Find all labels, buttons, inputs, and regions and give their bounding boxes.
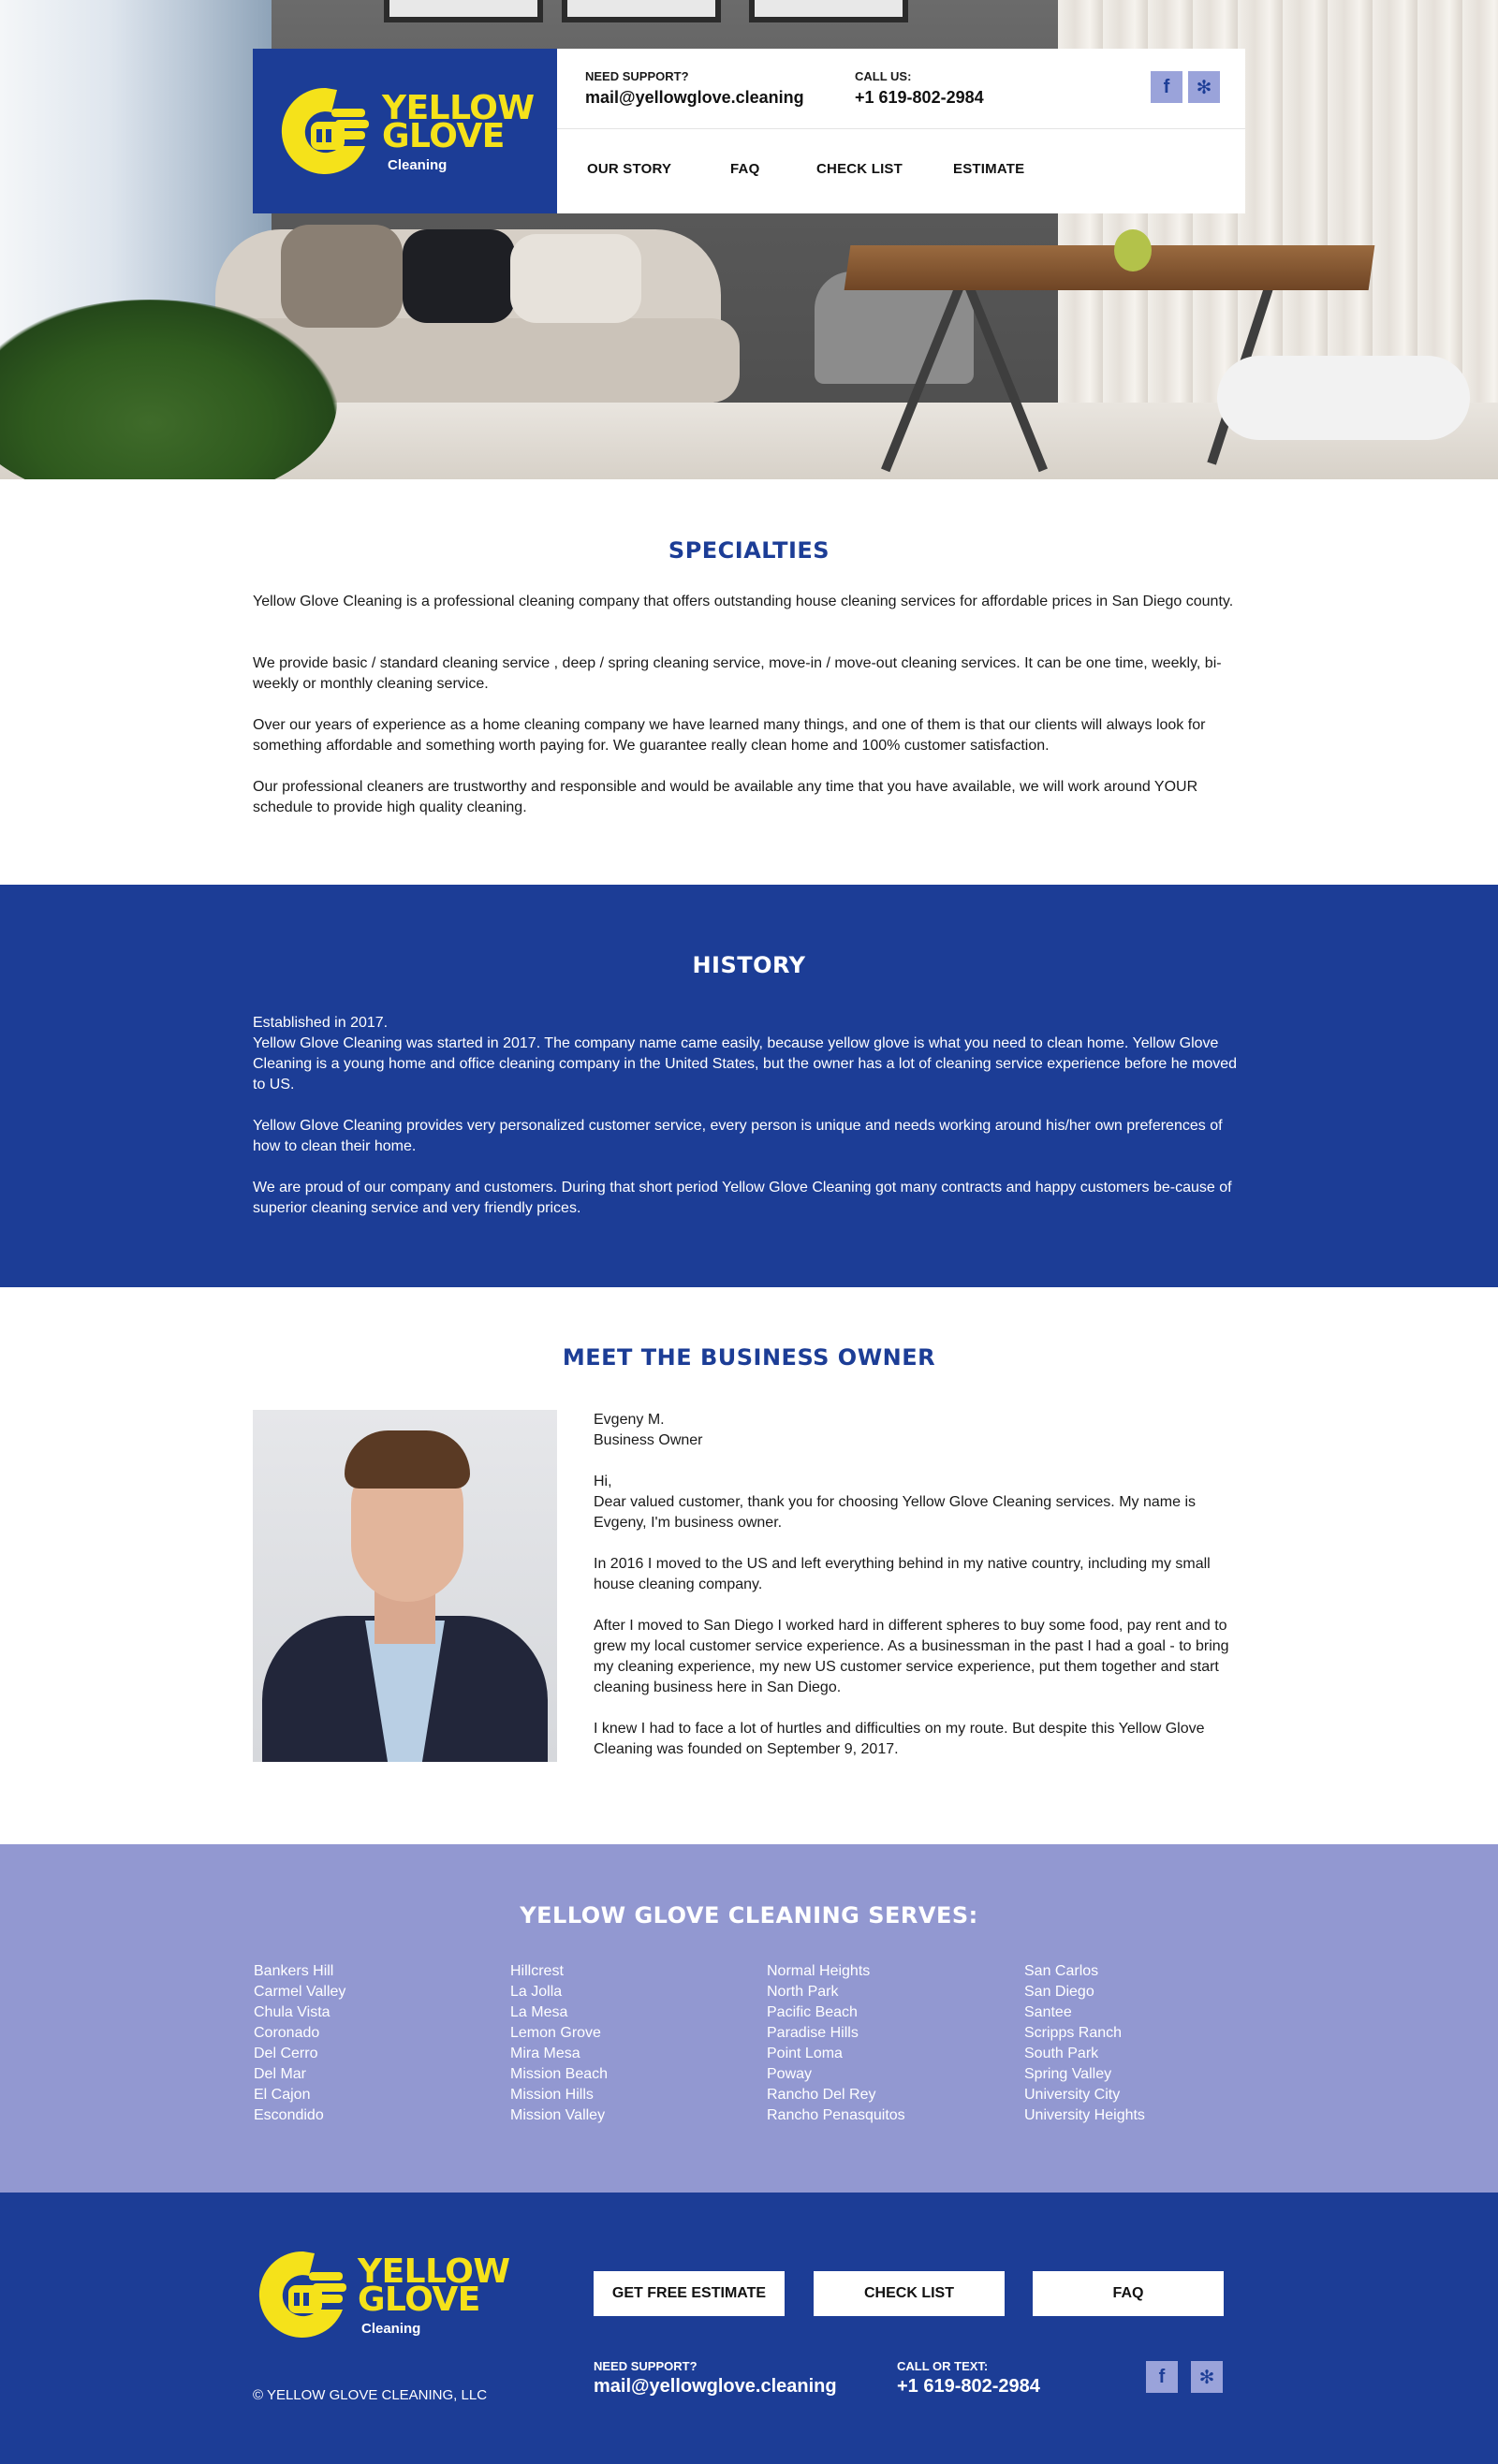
support-email-link[interactable]: mail@yellowglove.cleaning <box>585 88 804 107</box>
service-area-item: Rancho Del Rey <box>767 2087 876 2103</box>
service-area-item: Spring Valley <box>1024 2066 1112 2082</box>
owner-greeting: Hi, <box>594 1474 612 1489</box>
faq-button[interactable]: FAQ <box>1033 2271 1224 2316</box>
footer-call-label: CALL OR TEXT: <box>897 2359 989 2373</box>
service-area-item: Bankers Hill <box>254 1963 334 1979</box>
hero-pillow <box>403 229 515 323</box>
copyright-text: © YELLOW GLOVE CLEANING, LLC <box>253 2387 488 2403</box>
service-area-item: La Mesa <box>510 2004 568 2020</box>
footer-call-number-link[interactable]: +1 619-802-2984 <box>897 2376 1040 2397</box>
yelp-icon[interactable]: ✻ <box>1191 2361 1223 2393</box>
owner-role: Business Owner <box>594 1432 703 1448</box>
logo-tagline: Cleaning <box>361 2321 421 2337</box>
specialties-paragraph: Our professional cleaners are trustworthy and responsible and would be available any time that you have available, we will work around YOUR schedule to provide high quality cleaning. <box>253 779 1198 815</box>
service-area-title: YELLOW GLOVE CLEANING SERVES: <box>520 1902 978 1929</box>
service-area-item: Mira Mesa <box>510 2046 580 2061</box>
owner-name: Evgeny M. <box>594 1412 665 1428</box>
hero-picture-frame <box>384 0 543 22</box>
service-area-item: Mission Valley <box>510 2107 606 2123</box>
header-divider <box>557 128 1245 129</box>
service-area-item: Del Cerro <box>254 2046 318 2061</box>
service-area-item: Coronado <box>254 2025 320 2041</box>
history-paragraph: Yellow Glove Cleaning was started in 2017. The company name came easily, because yellow glove is what you need to clean home. Yellow Glove Cleaning is a young home and office cleaning company in the United States, but the owner has a lot of cleaning service experience before he moved to US. <box>253 1035 1238 1093</box>
service-area-item: Paradise Hills <box>767 2025 859 2041</box>
facebook-icon[interactable]: f <box>1151 71 1182 103</box>
service-area-column <box>510 1961 754 2126</box>
history-paragraph: Yellow Glove Cleaning provides very personalized customer service, every person is unique and needs working around his/her own preferences of how to clean their home. <box>253 1118 1223 1154</box>
call-number-link[interactable]: +1 619-802-2984 <box>855 88 984 107</box>
service-area-column <box>254 1961 497 2126</box>
service-area-item: Escondido <box>254 2107 324 2123</box>
logo-wordmark-line2: GLOVE <box>358 2281 480 2319</box>
service-area-section <box>0 1844 1498 2193</box>
service-area-item: Carmel Valley <box>254 1984 346 2000</box>
logo-wordmark-line2: GLOVE <box>382 117 505 155</box>
hero-chair <box>1217 356 1470 440</box>
service-area-column <box>1024 1961 1268 2126</box>
hero-pillow <box>281 225 403 328</box>
service-area-item: Lemon Grove <box>510 2025 601 2041</box>
nav-check-list[interactable]: CHECK LIST <box>816 161 903 177</box>
logo-tagline: Cleaning <box>388 157 448 173</box>
service-area-item: Point Loma <box>767 2046 843 2061</box>
service-area-item: University City <box>1024 2087 1121 2103</box>
owner-paragraph: Dear valued customer, thank you for choosing Yellow Glove Cleaning services. My name is Evgeny, I'm business owner. <box>594 1494 1196 1531</box>
history-section <box>0 885 1498 1287</box>
owner-photo-hair <box>345 1430 470 1489</box>
service-area-item: San Carlos <box>1024 1963 1099 1979</box>
service-area-item: Scripps Ranch <box>1024 2025 1123 2041</box>
footer-logo[interactable] <box>253 2244 515 2347</box>
specialties-paragraph: Yellow Glove Cleaning is a professional cleaning company that offers outstanding house cleaning services for affordable prices in San Diego county. <box>253 594 1234 609</box>
hero-pillow <box>510 234 641 323</box>
owner-photo <box>253 1410 557 1762</box>
footer-support-label: NEED SUPPORT? <box>594 2359 698 2373</box>
service-area-column <box>767 1961 1010 2126</box>
service-area-item: Rancho Penasquitos <box>767 2107 905 2123</box>
glove-logo-icon <box>253 2244 354 2345</box>
glove-logo-icon <box>275 81 376 182</box>
owner-paragraph: I knew I had to face a lot of hurtles and difficulties on my route. But despite this Yellow Glove Cleaning was founded on September 9, 2017. <box>594 1721 1205 1757</box>
service-area-item: Normal Heights <box>767 1963 871 1979</box>
service-area-item: San Diego <box>1024 1984 1094 2000</box>
get-free-estimate-button[interactable]: GET FREE ESTIMATE <box>594 2271 785 2316</box>
hero-table <box>844 245 1375 290</box>
specialties-title: SPECIALTIES <box>668 537 830 564</box>
logo-wordmark-line1: YELLOW <box>358 2252 510 2291</box>
owner-paragraph: After I moved to San Diego I worked hard in different spheres to buy some food, pay rent and to grew my local customer service experience. As a businessman in the past I had a goal - to bring my cleaning experience, my new US customer service experience, put them together and start cleaning business here in San Diego. <box>594 1618 1229 1695</box>
service-area-item: Hillcrest <box>510 1963 564 1979</box>
service-area-item: Chula Vista <box>254 2004 330 2020</box>
header-panel <box>557 49 1245 213</box>
facebook-icon[interactable]: f <box>1146 2361 1178 2393</box>
nav-faq[interactable]: FAQ <box>730 161 760 177</box>
service-area-item: Pacific Beach <box>767 2004 858 2020</box>
hero-vase <box>1114 229 1152 271</box>
yelp-icon[interactable]: ✻ <box>1188 71 1220 103</box>
service-area-item: University Heights <box>1024 2107 1145 2123</box>
service-area-item: Santee <box>1024 2004 1072 2020</box>
header-logo[interactable] <box>253 49 557 213</box>
footer <box>0 2193 1498 2464</box>
check-list-button[interactable]: CHECK LIST <box>814 2271 1005 2316</box>
logo-wordmark-line1: YELLOW <box>382 89 535 127</box>
support-label: NEED SUPPORT? <box>585 69 689 83</box>
history-paragraph: We are proud of our company and customers. During that short period Yellow Glove Cleaning got many contracts and happy customers be-cause of superior cleaning service and very friendly prices. <box>253 1180 1232 1216</box>
owner-title: MEET THE BUSINESS OWNER <box>562 1344 936 1371</box>
history-title: HISTORY <box>692 952 806 978</box>
footer-support-email-link[interactable]: mail@yellowglove.cleaning <box>594 2376 837 2397</box>
hero-picture-frame <box>749 0 908 22</box>
nav-estimate[interactable]: ESTIMATE <box>953 161 1025 177</box>
service-area-item: Mission Beach <box>510 2066 609 2082</box>
service-area-item: Poway <box>767 2066 813 2082</box>
owner-paragraph: In 2016 I moved to the US and left everything behind in my native country, including my small house cleaning company. <box>594 1556 1211 1592</box>
hero-picture-frame <box>562 0 721 22</box>
specialties-paragraph: We provide basic / standard cleaning service , deep / spring cleaning service, move-in / move-out cleaning services. It can be one time, weekly, bi-weekly or monthly cleaning service. <box>253 655 1222 692</box>
service-area-item: Del Mar <box>254 2066 307 2082</box>
service-area-item: South Park <box>1024 2046 1099 2061</box>
call-label: CALL US: <box>855 69 912 83</box>
specialties-paragraph: Over our years of experience as a home cleaning company we have learned many things, and one of them is that our clients will always look for something affordable and something worth paying for. We guarantee really clean home and 100% customer satisfaction. <box>253 717 1206 754</box>
service-area-item: El Cajon <box>254 2087 311 2103</box>
service-area-item: La Jolla <box>510 1984 563 2000</box>
history-established: Established in 2017. <box>253 1015 389 1031</box>
nav-our-story[interactable]: OUR STORY <box>587 161 672 177</box>
service-area-item: Mission Hills <box>510 2087 594 2103</box>
service-area-item: North Park <box>767 1984 839 2000</box>
